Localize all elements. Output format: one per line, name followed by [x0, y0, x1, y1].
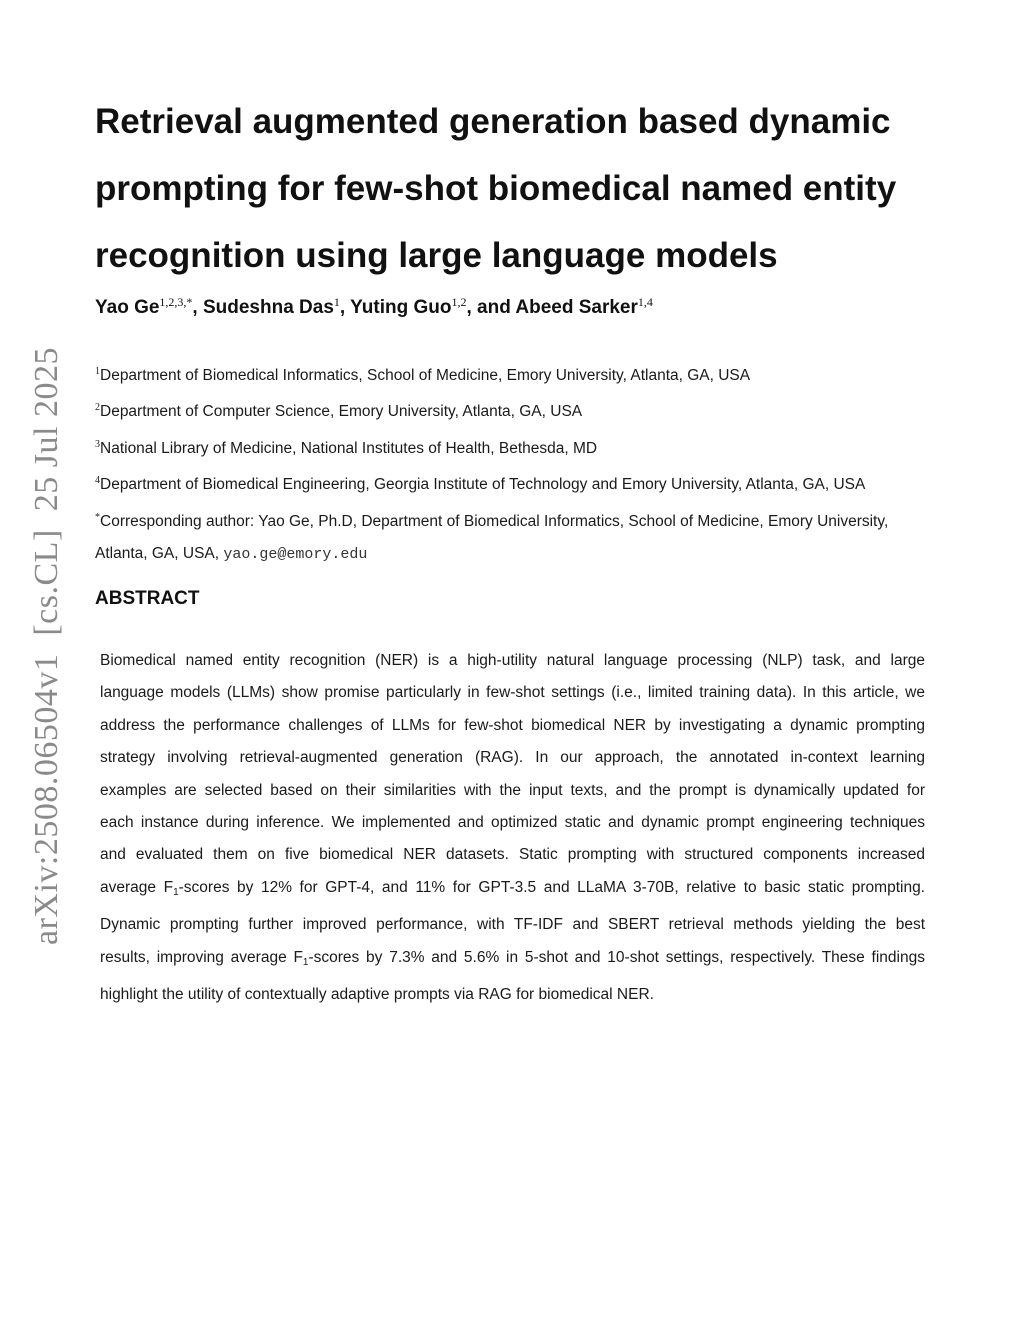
title-line: recognition using large language models — [95, 236, 778, 275]
author-name: Abeed Sarker — [515, 297, 638, 318]
affiliation-text: Department of Computer Science, Emory University, Atlanta, GA, USA — [100, 403, 583, 421]
corresponding-text: Corresponding author: Yao Ge, Ph.D, Department of Biomedical Informatics, School of Medicine, Emory University, — [100, 512, 889, 530]
abstract-body — [100, 645, 925, 1011]
title-line: prompting for few-shot biomedical named entity — [95, 169, 897, 208]
corresponding-marker: * — [95, 511, 100, 523]
abstract-line: language models (LLMs) show promise particularly in few-shot settings (i.e., limited training data). In this article, we — [100, 684, 925, 702]
author-separator: , — [192, 297, 203, 318]
corresponding-author — [95, 502, 945, 538]
affiliation-text: National Library of Medicine, National Institutes of Health, Bethesda, MD — [100, 439, 598, 457]
affiliation — [95, 356, 945, 392]
affiliation-marker: 4 — [95, 475, 100, 487]
title-line: Retrieval augmented generation based dynamic — [95, 102, 891, 141]
affiliation — [95, 465, 945, 501]
author-separator: , — [339, 297, 351, 318]
abstract-line: strategy involving retrieval-augmented generation (RAG). In our approach, the annotated in-context learning — [100, 749, 925, 767]
author-affil-marker: 1,2 — [451, 295, 467, 309]
abstract-line: Dynamic prompting further improved performance, with TF-IDF and SBERT retrieval methods yielding the best — [100, 916, 925, 934]
abstract-text: -scores by 7.3% and 5.6% in 5-shot and 10-shot settings, respectively. These findings — [308, 948, 925, 966]
affiliation-text: Department of Biomedical Informatics, School of Medicine, Emory University, Atlanta, GA, USA — [100, 367, 751, 384]
affiliation-marker: 3 — [95, 438, 100, 450]
abstract-line: Biomedical named entity recognition (NER) is a high-utility natural language processing (NLP) task, and large — [100, 652, 925, 669]
author-name: Yuting Guo — [350, 297, 452, 318]
abstract-line: highlight the utility of contextually adaptive prompts via RAG for biomedical NER. — [100, 986, 654, 1004]
corresponding-email-link[interactable]: yao.ge@emory.edu — [223, 546, 368, 564]
abstract-line — [100, 872, 925, 909]
author-name: Sudeshna Das — [202, 297, 334, 318]
affiliation-list — [95, 356, 945, 571]
abstract-line — [100, 942, 925, 979]
affiliation-text: Department of Biomedical Engineering, Georgia Institute of Technology and Emory University, Atlanta, GA, USA — [100, 476, 866, 494]
author-list — [95, 295, 653, 319]
affiliation-marker: 2 — [95, 402, 100, 414]
abstract-text: -scores by 12% for GPT-4, and 11% for GPT-3.5 and LLaMA 3-70B, relative to basic static prompting. — [178, 878, 925, 896]
f1-subscript: 1 — [302, 956, 309, 968]
affiliation-marker: 1 — [95, 366, 100, 377]
author-affil-marker: 1 — [333, 295, 340, 309]
author-separator: , and — [466, 297, 516, 318]
affiliation — [95, 392, 945, 428]
arxiv-stamp — [28, 329, 66, 945]
f1-subscript: 1 — [173, 886, 179, 898]
corresponding-author-cont — [95, 538, 945, 571]
abstract-heading: ABSTRACT — [95, 588, 200, 609]
paper-title — [95, 88, 955, 289]
arxiv-date: 25 Jul 2025 — [28, 347, 65, 512]
arxiv-category: [cs.CL] — [28, 529, 65, 636]
author-affil-marker: 1,4 — [637, 295, 653, 309]
abstract-text: average F — [100, 878, 174, 896]
abstract-text: results, improving average F — [100, 948, 303, 966]
abstract-line: and evaluated them on five biomedical NER datasets. Static prompting with structured components increased — [100, 846, 925, 864]
abstract-line: address the performance challenges of LLMs for few-shot biomedical NER by investigating a dynamic prompting — [100, 716, 925, 734]
author-name: Yao Ge — [95, 297, 160, 318]
abstract-line: examples are selected based on their similarities with the input texts, and the prompt is dynamically updated for — [100, 781, 925, 799]
arxiv-id: arXiv:2508.06504v1 — [28, 653, 65, 945]
affiliation — [95, 429, 945, 465]
corresponding-location: Atlanta, GA, USA, — [95, 545, 220, 563]
abstract-line: each instance during inference. We implemented and optimized static and dynamic prompt engineering techniques — [100, 814, 925, 832]
author-affil-marker: 1,2,3,* — [159, 295, 193, 309]
